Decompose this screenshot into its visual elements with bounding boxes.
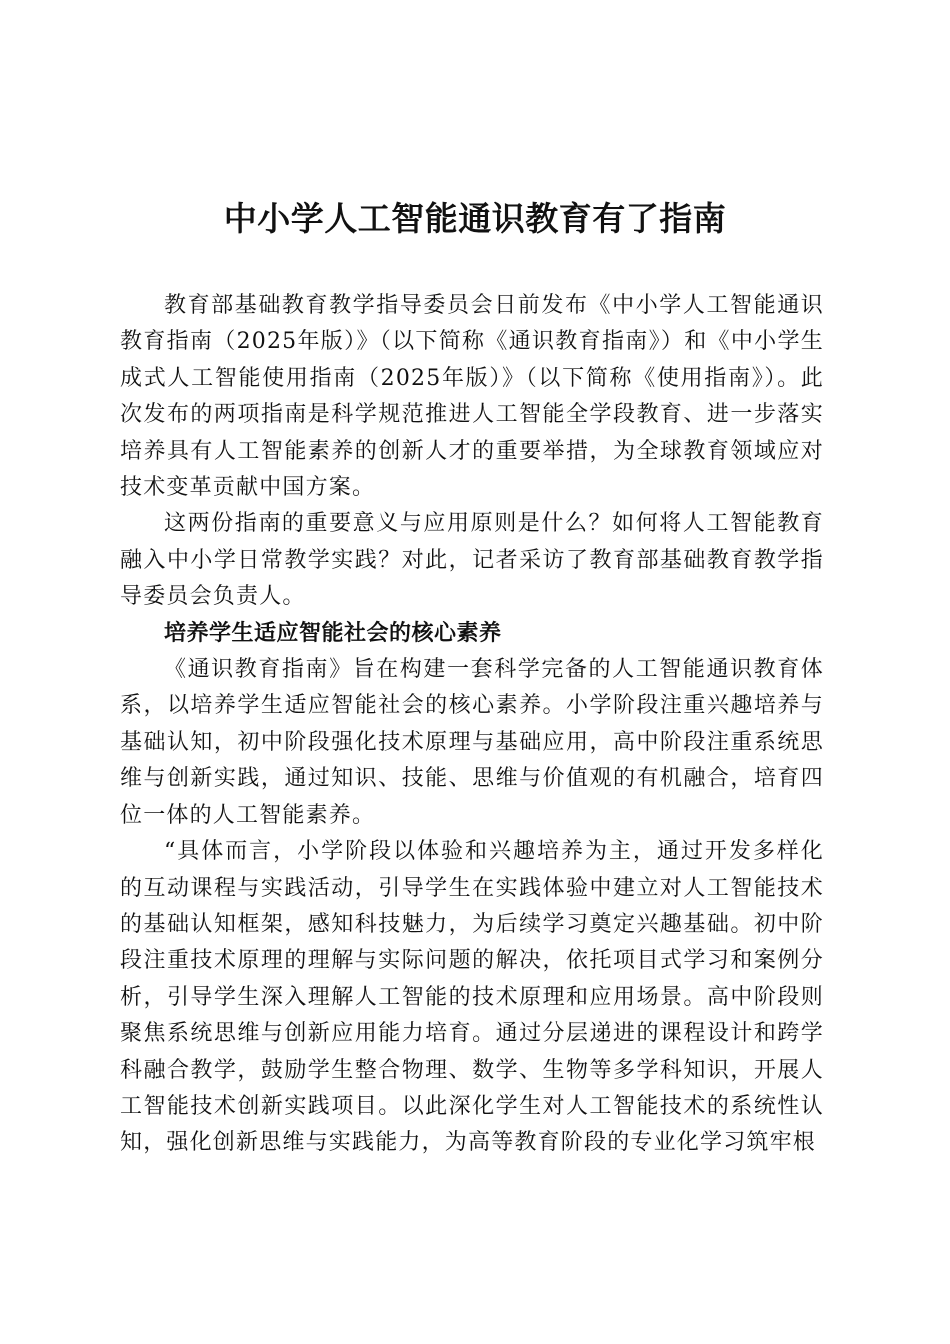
document-title: 中小学人工智能通识教育有了指南 <box>223 199 727 238</box>
document-body <box>120 288 824 1162</box>
paragraph-interview-lead: 这两份指南的重要意义与应用原则是什么？如何将人工智能教育融入中小学日常教学实践？对此，记者采访了教育部基础教育教学指导委员会负责人。 <box>120 511 824 610</box>
section-heading: 培养学生适应智能社会的核心素养 <box>164 620 502 646</box>
paragraph-section-summary: 《通识教育指南》旨在构建一套科学完备的人工智能通识教育体系，以培养学生适应智能社会的核心素养。小学阶段注重兴趣培养与基础认知，初中阶段强化技术原理与基础应用，高中阶段注重系统思维与创新实践，通过知识、技能、思维与价值观的有机融合，培育四位一体的人工智能素养。 <box>120 657 824 828</box>
paragraph-intro: 教育部基础教育教学指导委员会日前发布《中小学人工智能通识教育指南（2025年版）》（以下简称《通识教育指南》）和《中小学生成式人工智能使用指南（2025年版）》（以下简称《使用指南》）。此次发布的两项指南是科学规范推进人工智能全学段教育、进一步落实培养具有人工智能素养的创新人才的重要举措，为全球教育领域应对技术变革贡献中国方案。 <box>120 293 824 501</box>
paragraph-section-quote: “具体而言，小学阶段以体验和兴趣培养为主，通过开发多样化的互动课程与实践活动，引导学生在实践体验中建立对人工智能技术的基础认知框架，感知科技魅力，为后续学习奠定兴趣基础。初中阶段注重技术原理的理解与实际问题的解决，依托项目式学习和案例分析，引导学生深入理解人工智能的技术原理和应用场景。高中阶段则聚焦系统思维与创新应用能力培育。通过分层递进的课程设计和跨学科融合教学，鼓励学生整合物理、数学、生物等多学科知识，开展人工智能技术创新实践项目。以此深化学生对人工智能技术的系统性认知，强化创新思维与实践能力，为高等教育阶段的专业化学习筑牢根 <box>120 839 824 1156</box>
